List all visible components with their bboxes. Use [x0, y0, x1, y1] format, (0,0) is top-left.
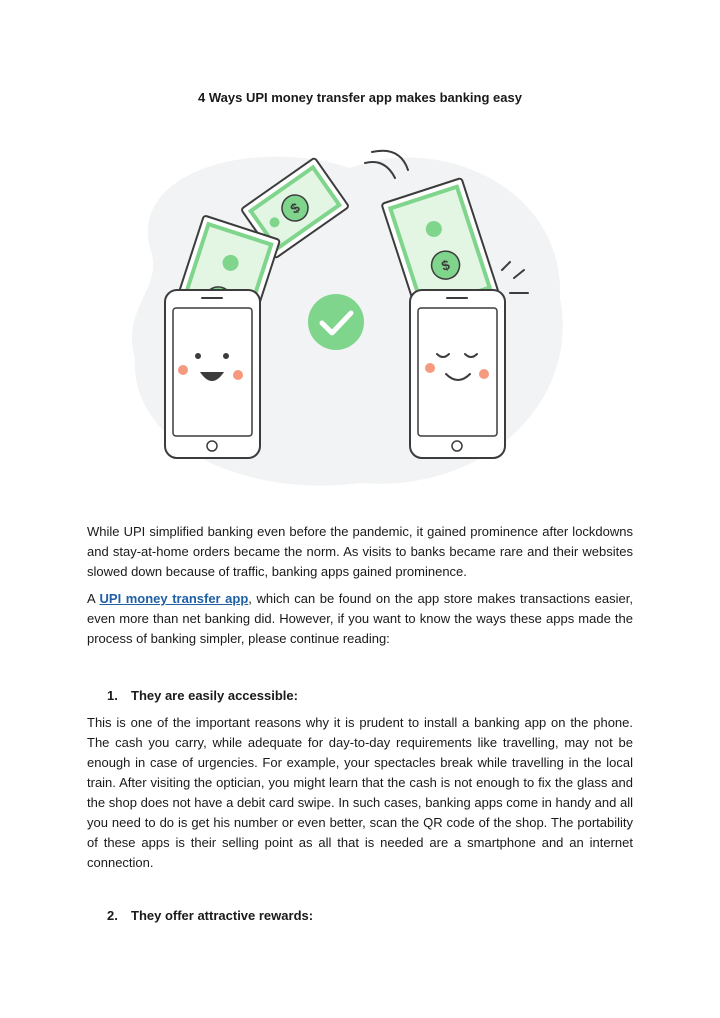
- link-paragraph: [87, 589, 633, 649]
- check-circle-icon: [308, 294, 364, 350]
- section-heading-2: [107, 908, 313, 923]
- content-phone-icon: [410, 290, 505, 458]
- link-paragraph-prefix: A: [87, 591, 100, 606]
- svg-text:$: $: [287, 199, 303, 217]
- heading-number: 2.: [107, 908, 118, 923]
- link-paragraph-suffix: , which can be found on the app store makes transactions easier, even more than net banking did. However, if you want to know the ways these apps made the process of banking simpler, please continue reading:: [87, 591, 633, 646]
- intro-paragraph: While UPI simplified banking even before the pandemic, it gained prominence after lockdowns and stay-at-home orders became the norm. As visits to banks became rare and their websites slowed down because of traffic, banking apps gained prominence.: [87, 524, 633, 579]
- accessibility-paragraph: This is one of the important reasons why it is prudent to install a banking app on the phone. The cash you carry, while adequate for day-to-day requirements like travelling, may not be enough in case of urgencies. For example, your spectacles break while travelling in the local train. After visiting the optician, you might learn that the cash is not enough to fix the glass and the shop does not have a debit card swipe. In such cases, banking apps come in handy and all you need to do is get his number or even better, scan the QR code of the shop. The portability of these apps is their selling point as all that is needed are a smartphone and an internet connection.: [87, 715, 633, 870]
- heading-text: They offer attractive rewards:: [131, 908, 314, 923]
- svg-text:$: $: [439, 256, 452, 274]
- upi-app-link[interactable]: UPI money transfer app: [99, 591, 249, 606]
- happy-phone-icon: [165, 290, 260, 458]
- upi-transfer-illustration: [110, 128, 580, 498]
- heading-text: They are easily accessible:: [131, 688, 298, 703]
- page-title: 4 Ways UPI money transfer app makes banking easy: [198, 90, 522, 105]
- section-heading-1: [107, 688, 298, 703]
- heading-number: 1.: [107, 688, 118, 703]
